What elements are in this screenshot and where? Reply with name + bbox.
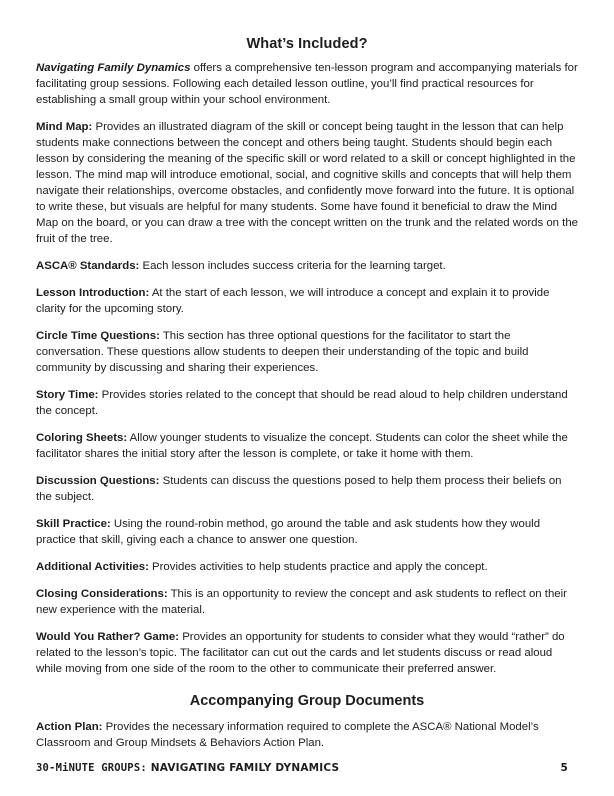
section-text: Using the round-robin method, go around the table and ask students how they would practice that skill, giving each a chance to answer one question. — [36, 518, 541, 546]
section-label: Mind Map: — [36, 121, 93, 133]
section-circle-time-questions — [36, 328, 578, 376]
section-lesson-introduction — [36, 285, 578, 317]
book-title-italic: Navigating Family Dynamics — [36, 62, 191, 74]
section-label: Skill Practice: — [36, 518, 111, 530]
section-would-you-rather-game — [36, 629, 578, 677]
page-title: What’s Included? — [246, 36, 368, 52]
intro-text: offers a comprehensive ten-lesson program and accompanying materials for facilitating group sessions. Following each detailed lesson outline, you’ll find practical resources for establishing a small group within your school environment. — [36, 62, 578, 106]
footer-book-title: NAVIGATING FAMILY DYNAMICS — [146, 762, 340, 774]
section-text: This section has three optional questions for the facilitator to start the conversation. These questions allow students to deepen their understanding of the topic and build community by discussing and sharing their experiences. — [36, 330, 529, 374]
section-story-time — [36, 387, 578, 419]
section-label: ASCA® Standards: — [36, 260, 140, 272]
section-label: Story Time: — [36, 389, 99, 401]
page-content — [36, 60, 578, 762]
section-skill-practice — [36, 516, 578, 548]
section-subtitle: Accompanying Group Documents — [189, 693, 425, 709]
section-text: Provides stories related to the concept that should be read aloud to help children understand the concept. — [36, 389, 568, 417]
section-text: Allow younger students to visualize the concept. Students can color the sheet while the facilitator shares the initial story after the lesson is complete, or take it home with them. — [36, 432, 568, 460]
section-label: Coloring Sheets: — [36, 432, 128, 444]
section-additional-activities — [36, 559, 578, 575]
section-mind-map — [36, 119, 578, 247]
footer-series-title — [36, 762, 339, 774]
section-text: Provides activities to help students practice and apply the concept. — [148, 561, 488, 573]
series-brand: 30-MiNUTE GROUPS: — [36, 762, 147, 774]
section-label: Circle Time Questions: — [36, 330, 160, 342]
section-action-plan — [36, 719, 578, 751]
section-text: Provides the necessary information required to complete the ASCA® National Model’s Classroom and Group Mindsets & Behaviors Action Plan. — [36, 721, 539, 749]
section-label: Discussion Questions: — [36, 475, 160, 487]
section-text: At the start of each lesson, we will introduce a concept and explain it to provide clarity for the upcoming story. — [36, 287, 550, 315]
section-discussion-questions — [36, 473, 578, 505]
section-label: Closing Considerations: — [36, 588, 168, 600]
section-label: Action Plan: — [36, 721, 103, 733]
section-text: Students can discuss the questions posed to help them process their beliefs on the subject. — [36, 475, 562, 503]
section-text: This is an opportunity to review the concept and ask students to reflect on their new experience with the material. — [36, 588, 567, 616]
section-asca-standards — [36, 258, 578, 274]
section-label: Lesson Introduction: — [36, 287, 150, 299]
section-label: Additional Activities: — [36, 561, 149, 573]
section-coloring-sheets — [36, 430, 578, 462]
section-text: Provides an opportunity for students to consider what they would “rather” do related to the lesson’s topic. The facilitator can cut out the cards and let students discuss or read aloud while moving from one side of the room to the other to communicate their preferred answer. — [36, 631, 565, 675]
page-number: 5 — [560, 762, 568, 774]
section-label: Would You Rather? Game: — [36, 631, 180, 643]
section-text: Each lesson includes success criteria for the learning target. — [139, 260, 446, 272]
section-text: Provides an illustrated diagram of the skill or concept being taught in the lesson that can help students make connections between the concept and others being taught. Students should begin each lesson by considering the meaning of the specific skill or word related to a skill or concept highlighted in the lesson. The mind map will introduce emotional, social, and cognitive skills and concepts that will help them navigate their relationships, overcome obstacles, and confidently move forward into the future. It is optional to write these, but visuals are helpful for many students. Some have found it beneficial to draw the Mind Map on the board, or you can draw a tree with the concept written on the trunk and the related words on the fruit of the tree. — [36, 121, 579, 245]
intro-paragraph — [36, 60, 578, 108]
section-closing-considerations — [36, 586, 578, 618]
